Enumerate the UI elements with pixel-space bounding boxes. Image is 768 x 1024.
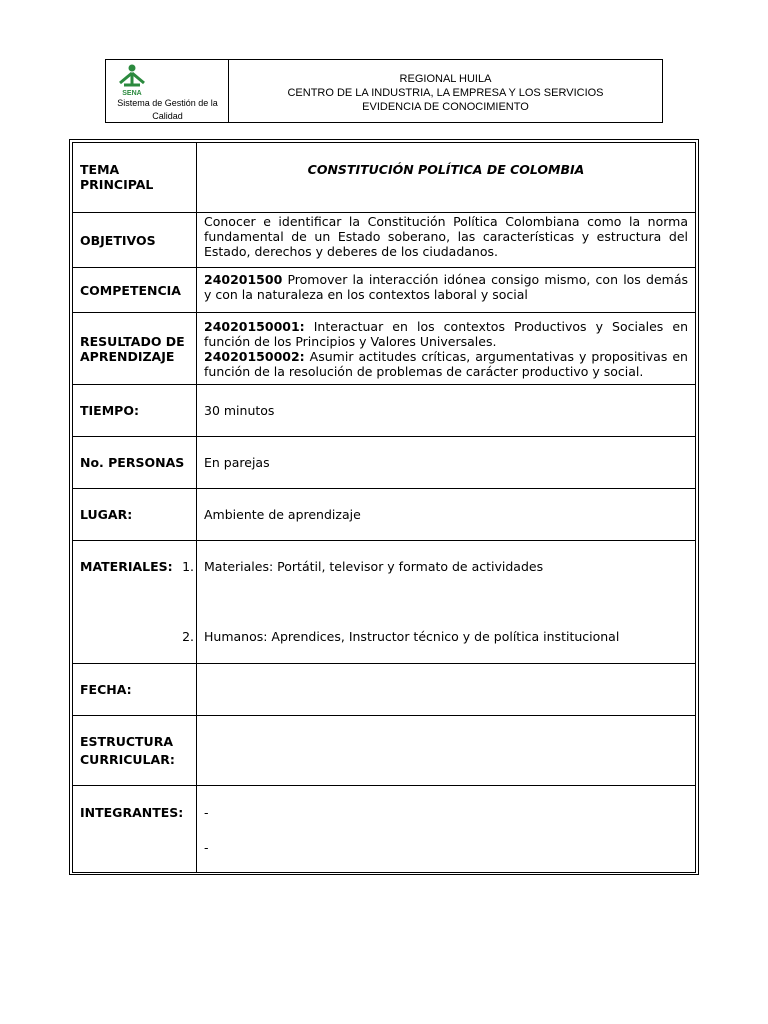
value-tiempo: 30 minutos xyxy=(197,385,696,437)
header-text xyxy=(229,60,662,122)
row-integrantes xyxy=(73,786,696,873)
label-tema: TEMA PRINCIPAL xyxy=(73,143,197,213)
header-line-1: REGIONAL HUILA xyxy=(399,73,492,85)
value-objetivos: Conocer e identificar la Constitución Política Colombiana como la norma fundamental de un Estado soberano, las características y estructura del Estado, derechos y deberes de los ciudadanos. xyxy=(197,213,696,268)
logo-caption: Sistema de Gestión de la Calidad xyxy=(117,98,218,121)
label-materiales: MATERIALES: xyxy=(80,559,173,574)
label-resultado: RESULTADO DE APRENDIZAJE xyxy=(73,313,197,385)
value-fecha xyxy=(197,664,696,716)
label-tiempo: TIEMPO: xyxy=(73,385,197,437)
row-tema xyxy=(73,143,696,213)
value-competencia: Promover la interacción idónea consigo mismo, con los demás y con la naturaleza en los contextos laboral y social xyxy=(204,272,688,302)
evidence-table xyxy=(72,142,696,873)
materiales-item-2: Humanos: Aprendices, Instructor técnico y de política institucional xyxy=(204,629,620,644)
row-competencia xyxy=(73,268,696,313)
label-personas: No. PERSONAS xyxy=(73,437,197,489)
row-fecha xyxy=(73,664,696,716)
document-header xyxy=(105,59,663,123)
label-integrantes: INTEGRANTES: xyxy=(73,786,197,873)
integrante-2: - xyxy=(204,840,209,855)
materiales-num-2: 2. xyxy=(182,629,194,644)
resultado-text-2: Asumir actitudes críticas, argumentativas y propositivas en función de la resolución de problemas de carácter productivo y social. xyxy=(204,349,688,379)
value-estructura xyxy=(197,716,696,786)
resultado-code-1: 24020150001: xyxy=(204,319,305,334)
label-estructura: ESTRUCTURA CURRICULAR: xyxy=(73,716,197,786)
row-materiales xyxy=(73,541,696,664)
resultado-text-1: Interactuar en los contextos Productivos y Sociales en función de los Principios y Valores Universales. xyxy=(204,319,688,349)
header-line-2: CENTRO DE LA INDUSTRIA, LA EMPRESA Y LOS SERVICIOS xyxy=(287,87,604,99)
integrante-1: - xyxy=(204,805,209,820)
row-objetivos xyxy=(73,213,696,268)
materiales-item-1: Materiales: Portátil, televisor y formato de actividades xyxy=(204,559,544,574)
row-lugar xyxy=(73,489,696,541)
materiales-num-1: 1. xyxy=(182,559,194,574)
label-competencia: COMPETENCIA xyxy=(73,268,197,313)
resultado-code-2: 24020150002: xyxy=(204,349,305,364)
label-fecha: FECHA: xyxy=(73,664,197,716)
title-value: CONSTITUCIÓN POLÍTICA DE COLOMBIA xyxy=(307,162,585,177)
logo-cell xyxy=(106,60,229,122)
sena-logo-icon xyxy=(112,63,152,97)
row-estructura xyxy=(73,716,696,786)
row-tiempo xyxy=(73,385,696,437)
value-personas: En parejas xyxy=(197,437,696,489)
label-lugar: LUGAR: xyxy=(73,489,197,541)
label-objetivos: OBJETIVOS xyxy=(73,213,197,268)
row-resultado xyxy=(73,313,696,385)
competencia-code: 240201500 xyxy=(204,272,283,287)
row-personas xyxy=(73,437,696,489)
header-line-3: EVIDENCIA DE CONOCIMIENTO xyxy=(362,101,529,113)
svg-text:SENA: SENA xyxy=(122,90,142,97)
value-lugar: Ambiente de aprendizaje xyxy=(197,489,696,541)
